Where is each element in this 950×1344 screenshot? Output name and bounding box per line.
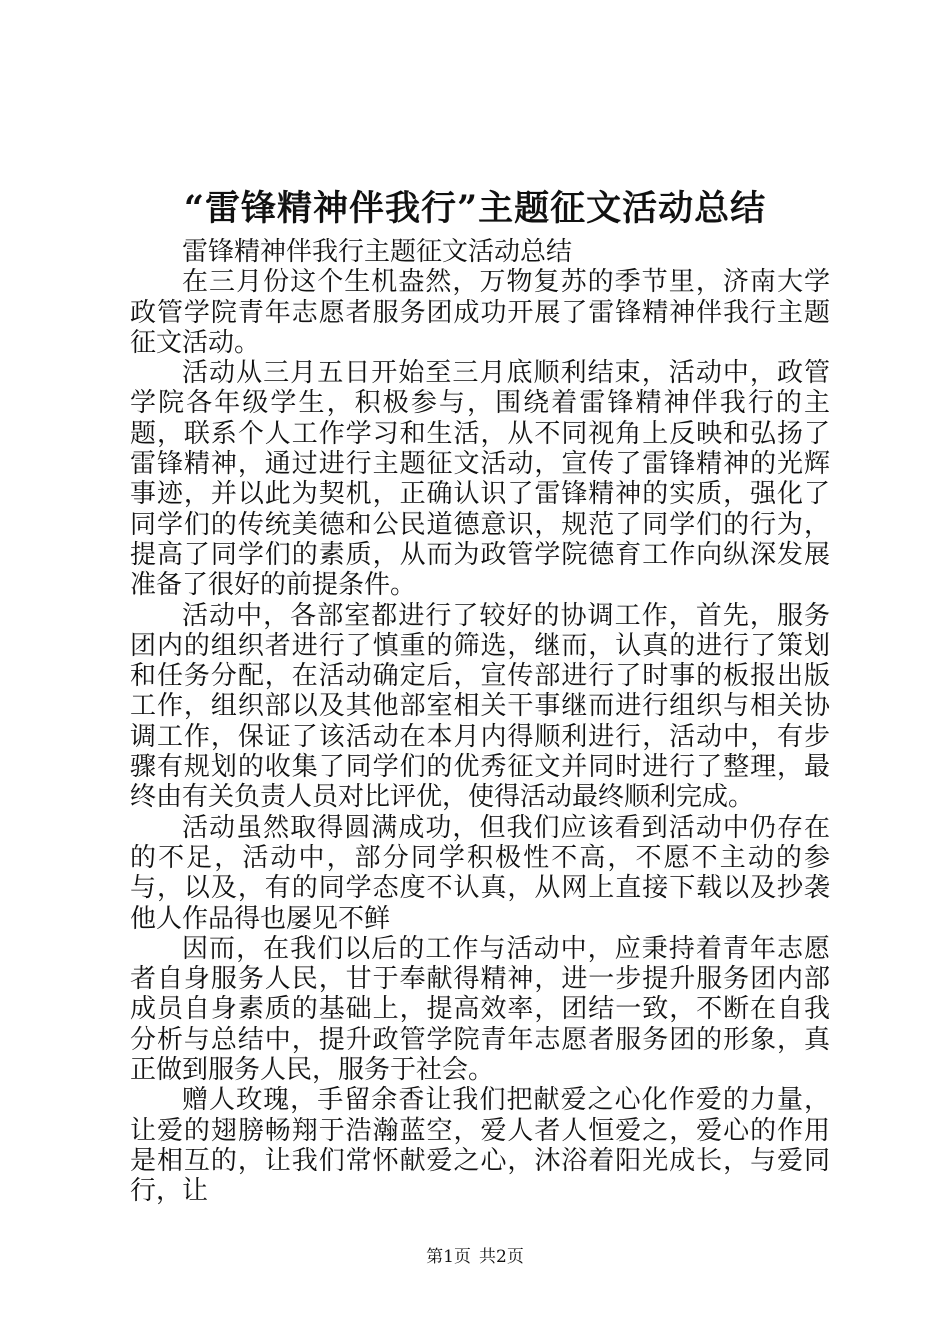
- page-number: 第1页: [426, 1247, 471, 1267]
- document-body: [130, 237, 830, 1207]
- body-paragraph: 赠人玫瑰，手留余香让我们把献爱之心化作爱的力量，让爱的翅膀畅翔于浩瀚蓝空，爱人者人恒爱之，爱心的作用是相互的，让我们常怀献爱之心，沐浴着阳光成长，与爱同行，让: [130, 1085, 830, 1207]
- body-paragraph: 在三月份这个生机盎然，万物复苏的季节里，济南大学政管学院青年志愿者服务团成功开展了雷锋精神伴我行主题征文活动。: [130, 267, 830, 358]
- page-footer: [0, 1245, 950, 1269]
- page-total: 共2页: [479, 1247, 524, 1267]
- body-paragraph: 活动中，各部室都进行了较好的协调工作，首先，服务团内的组织者进行了慎重的筛选，继而，认真的进行了策划和任务分配，在活动确定后，宣传部进行了时事的板报出版工作，组织部以及其他部室相关干事继而进行组织与相关协调工作，保证了该活动在本月内得顺利进行，活动中，有步骤有规划的收集了同学们的优秀征文并同时进行了整理，最终由有关负责人员对比评优，使得活动最终顺利完成。: [130, 600, 830, 813]
- body-paragraph: 活动从三月五日开始至三月底顺利结束，活动中，政管学院各年级学生，积极参与，围绕着雷锋精神伴我行的主题，联系个人工作学习和生活，从不同视角上反映和弘扬了雷锋精神，通过进行主题征文活动，宣传了雷锋精神的光辉事迹，并以此为契机，正确认识了雷锋精神的实质，强化了同学们的传统美德和公民道德意识，规范了同学们的行为，提高了同学们的素质，从而为政管学院德育工作向纵深发展准备了很好的前提条件。: [130, 358, 830, 601]
- body-paragraph: 因而，在我们以后的工作与活动中，应秉持着青年志愿者自身服务人民，甘于奉献得精神，进一步提升服务团内部成员自身素质的基础上，提高效率，团结一致，不断在自我分析与总结中，提升政管学院青年志愿者服务团的形象，真正做到服务人民，服务于社会。: [130, 933, 830, 1086]
- subtitle-paragraph: 雷锋精神伴我行主题征文活动总结: [182, 237, 573, 267]
- document-title: “雷锋精神伴我行”主题征文活动总结: [183, 188, 767, 229]
- body-paragraph: 活动虽然取得圆满成功，但我们应该看到活动中仍存在的不足，活动中，部分同学积极性不高，不愿不主动的参与，以及，有的同学态度不认真，从网上直接下载以及抄袭他人作品得也屡见不鲜: [130, 812, 830, 934]
